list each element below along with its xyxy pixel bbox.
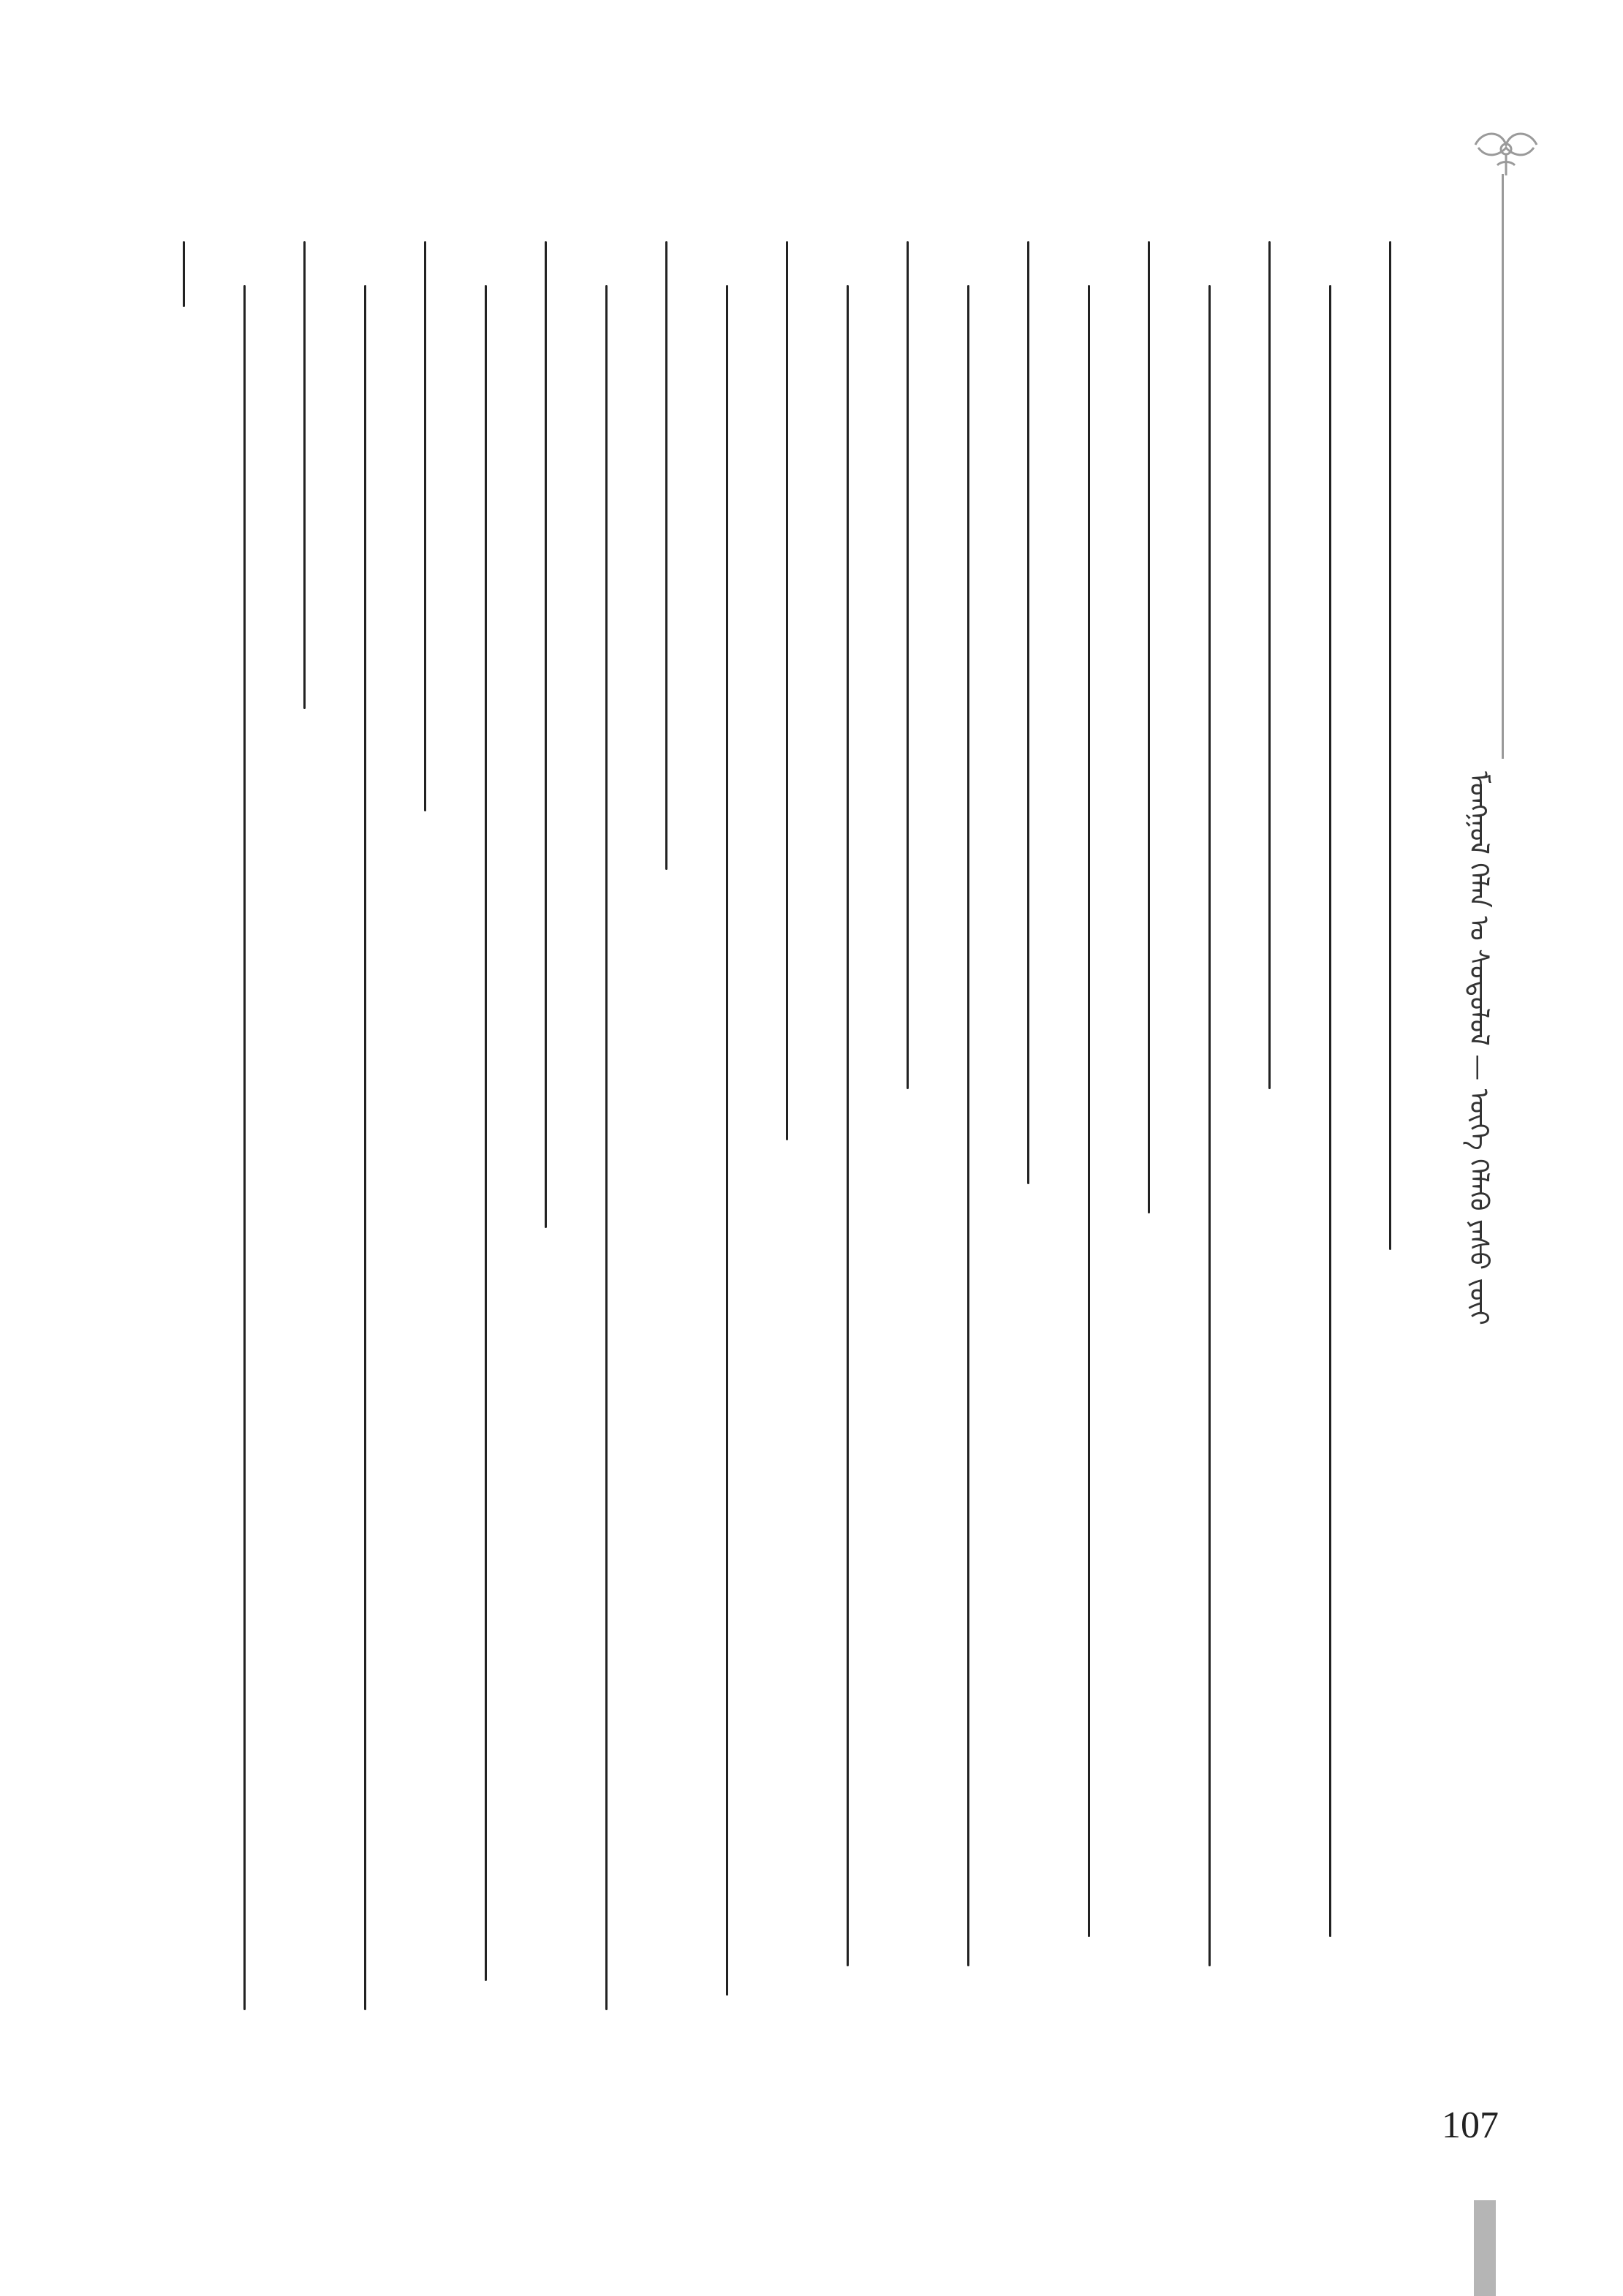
script-stroke [545, 241, 547, 1228]
script-stroke [726, 285, 728, 1996]
script-stroke [847, 285, 849, 1966]
script-stroke [183, 241, 185, 307]
side-tab [1474, 2200, 1496, 2296]
script-stroke [1027, 241, 1029, 1184]
page-number: 107 [1442, 2104, 1499, 2146]
script-stroke [786, 241, 788, 1140]
script-stroke [243, 285, 246, 2010]
script-stroke [303, 241, 306, 709]
script-stroke [967, 285, 969, 1966]
script-stroke [665, 241, 667, 870]
script-stroke [1329, 285, 1331, 1937]
running-header: ᠮᠣᠩᠭᠣᠯ ᠬᠡᠯᠡᠨ ᠤ ᠰᠤᠳᠤᠯᠤᠯ — ᠦᠭᠡ ᠬᠡᠯᠡᠬᠦ ᠶᠠᠰᠤ ᠵᠦᠢ [1464, 771, 1494, 1325]
script-stroke [1389, 241, 1391, 1250]
script-stroke [1268, 241, 1271, 1089]
script-stroke [1208, 285, 1211, 1966]
script-stroke [364, 285, 366, 2010]
script-stroke [485, 285, 487, 1981]
script-stroke [907, 241, 909, 1089]
script-stroke [1088, 285, 1090, 1937]
script-stroke [1148, 241, 1150, 1213]
script-stroke [424, 241, 426, 811]
script-stroke [605, 285, 608, 2010]
